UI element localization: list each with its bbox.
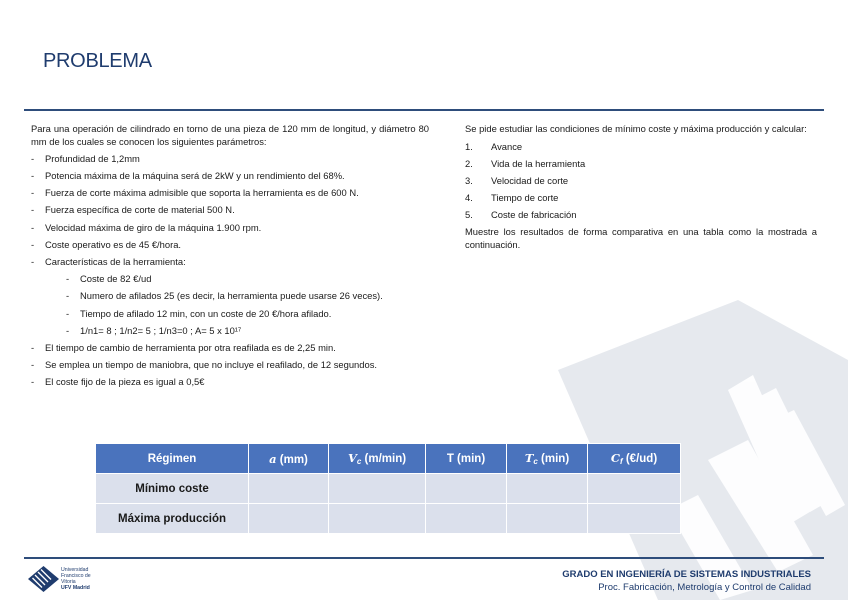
header-tool-life: T (min) <box>426 444 507 474</box>
intro-text: Para una operación de cilindrado en torno de una pieza de 120 mm de longitud, y diámetro 80 mm de los cuales se conocen los siguientes parámetros: <box>31 123 429 147</box>
footer-course: Proc. Fabricación, Metrología y Control de Calidad <box>598 582 811 593</box>
list-item: - Coste de 82 €/ud <box>66 273 152 285</box>
list-item: - Fuerza de corte máxima admisible que soporta la herramienta es de 600 N. <box>31 187 359 199</box>
footer-degree: GRADO EN INGENIERÍA DE SISTEMAS INDUSTRIALES <box>562 569 811 580</box>
bottom-divider <box>24 557 824 559</box>
parameter-list <box>31 153 429 388</box>
table-cell <box>329 474 426 504</box>
university-logo-text: Universidad Francisco de Vitoria UFV Madrid <box>61 567 91 591</box>
list-item: - 1/n1= 8 ; 1/n2= 5 ; 1/n3=0 ; A= 5 x 10¹⁷ <box>66 324 242 336</box>
table-cell <box>507 474 588 504</box>
footer <box>562 569 811 594</box>
results-table <box>95 443 681 534</box>
header-regimen: Régimen <box>96 444 249 474</box>
list-item: - Tiempo de afilado 12 min, con un coste de 20 €/hora afilado. <box>66 307 332 319</box>
list-item: - Coste operativo es de 45 €/hora. <box>31 238 182 250</box>
list-item: - El coste fijo de la pieza es igual a 0,5€ <box>31 375 205 387</box>
list-item: 3. Velocidad de corte <box>465 174 569 186</box>
row-label-min-cost: Mínimo coste <box>96 474 249 504</box>
table-row <box>96 474 681 504</box>
list-item: 1. Avance <box>465 140 523 152</box>
header-manufacturing-cost: Cf (€/ud) <box>588 444 681 474</box>
header-cutting-time: Tc (min) <box>507 444 588 474</box>
table-cell <box>249 474 329 504</box>
list-item: 2. Vida de la herramienta <box>465 157 586 169</box>
task-list <box>465 141 817 222</box>
university-logo-icon <box>28 566 59 592</box>
table-cell <box>249 504 329 534</box>
list-item: - Fuerza específica de corte de material 500 N. <box>31 204 235 216</box>
list-item: - Profundidad de 1,2mm <box>31 153 140 165</box>
top-divider <box>24 109 824 111</box>
list-item: 4. Tiempo de corte <box>465 191 559 203</box>
problem-statement <box>31 123 429 393</box>
table-cell <box>426 504 507 534</box>
tool-characteristics-list <box>45 273 429 337</box>
list-item: 5. Coste de fabricación <box>465 208 577 220</box>
table-cell <box>588 504 681 534</box>
university-logo <box>28 566 91 592</box>
table-cell <box>588 474 681 504</box>
task-intro: Se pide estudiar las condiciones de mínimo coste y máxima producción y calcular: <box>465 123 807 134</box>
table-cell <box>426 474 507 504</box>
header-cutting-speed: Vc (m/min) <box>329 444 426 474</box>
task-statement <box>465 123 817 251</box>
row-label-max-production: Máxima producción <box>96 504 249 534</box>
list-item: - Características de la herramienta: - Coste de 82 €/ud - Numero de afilados 25 (es decir, la herramienta puede usarse 26 veces). - Tiempo de afilado 12 min, con un coste de 20 €/hora afilado. - 1/n1= 8 ; 1/n2= 5 ; 1/n3=0 ; A= 5 x 10¹⁷ <box>31 256 429 337</box>
list-item: - Numero de afilados 25 (es decir, la herramienta puede usarse 26 veces). <box>66 290 383 302</box>
table-row <box>96 504 681 534</box>
list-item: - Potencia máxima de la máquina será de 2kW y un rendimiento del 68%. <box>31 170 345 182</box>
list-item: - El tiempo de cambio de herramienta por otra reafilada es de 2,25 min. <box>31 341 336 353</box>
table-cell <box>507 504 588 534</box>
table-header-row <box>96 444 681 474</box>
header-feed: a (mm) <box>249 444 329 474</box>
page-title: PROBLEMA <box>43 50 152 72</box>
closing-text: Muestre los resultados de forma comparativa en una tabla como la mostrada a continuación. <box>465 226 817 250</box>
table-cell <box>329 504 426 534</box>
list-item: - Se emplea un tiempo de maniobra, que no incluye el reafilado, de 12 segundos. <box>31 358 377 370</box>
list-item: - Velocidad máxima de giro de la máquina 1.900 rpm. <box>31 221 262 233</box>
